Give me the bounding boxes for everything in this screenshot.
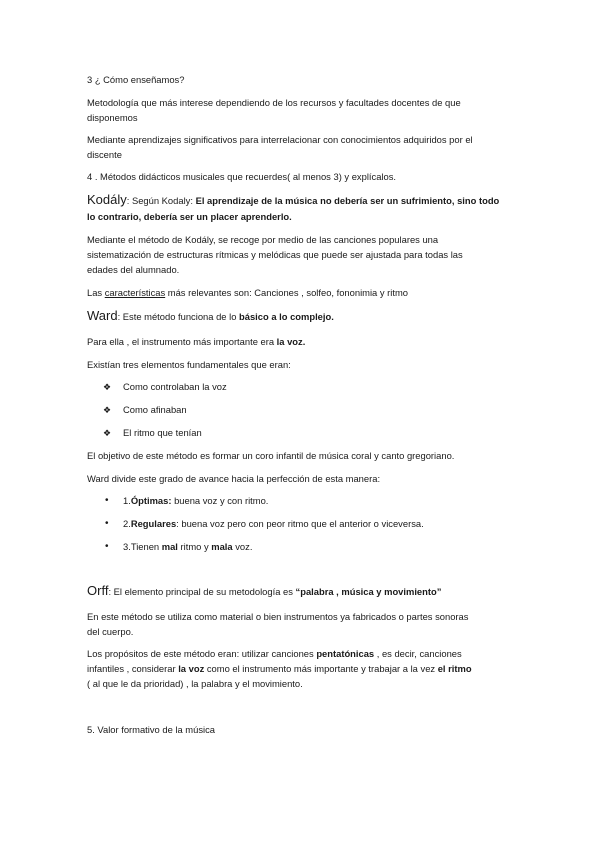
ward-title: Ward: [87, 308, 118, 323]
kodaly-quote-line: Kodály: Según Kodaly: El aprendizaje de la música no debería ser un sufrimiento, sino todo: [87, 192, 500, 207]
section-4-heading: 4 . Métodos didácticos musicales que recuerdes( al menos 3) y explícalos.: [87, 171, 396, 182]
kodaly-features: Las características más relevantes son: Canciones , solfeo, fononimia y ritmo: [87, 287, 408, 298]
paragraph-line: El objetivo de este método es formar un coro infantil de música coral y canto gregoriano.: [87, 450, 455, 461]
kodaly-quote-line: lo contrario, debería ser un placer aprenderlo.: [87, 211, 292, 222]
paragraph-line: Ward divide este grado de avance hacia la perfección de esta manera:: [87, 473, 381, 484]
paragraph-line: edades del alumnado.: [87, 264, 180, 275]
dot-bullet-icon: •: [105, 541, 109, 552]
diamond-bullet-icon: ❖: [103, 382, 112, 392]
kodaly-title: Kodály: [87, 192, 127, 207]
diamond-bullet-icon: ❖: [103, 428, 112, 438]
paragraph-line: discente: [87, 149, 122, 160]
document-page: 3 ¿ Cómo enseñamos? Metodología que más interese dependiendo de los recursos y facultades docentes de que disponemos Mediante aprendizajes significativos para interrelacionar con conocimientos adquiridos por el discente 4 . Métodos didácticos musicales que recuerdes( al menos 3) y explícalos. Kodály: Según Kodaly: El aprendizaje de la música no debería ser un sufrimiento, sino todo lo contrario, debería ser un placer aprenderlo. Mediante el método de Kodály, se recoge por medio de las canciones populares una sistematización de estructuras rítmicas y melódicas que puede ser ajustada para todas las edades del alumnado. Las características más relevantes son: Canciones , solfeo, fononimia y ritmo Ward: Este método funciona de lo básico a lo complejo. Para ella , el instrumento más importante era la voz. Existían tres elementos fundamentales que eran: ❖ Como controlaban la voz ❖ Como afinaban ❖ El ritmo que tenían El objetivo de este método es formar un coro infantil de música coral y canto gregoriano. Ward divide este grado de avance hacia la perfección de esta manera: • 1.Óptimas: buena voz y con ritmo. • 2.Regulares: buena voz pero con peor ritmo que el anterior o viceversa. • 3.Tienen mal ritmo y mala voz. Orff: El elemento principal de su metodología es “palabra , música y movimiento” En este método se utiliza como material o bien instrumentos ya fabricados o partes sonoras del cuerpo. Los propósitos de este método eran: utilizar canciones pentatónicas , es decir, canciones infantiles , considerar la voz como el instrumento más importante y trabajar a la vez el ritmo ( al que le da prioridad) , la palabra y el movimiento. 5. Valor formativo de la música: [87, 0, 527, 848]
paragraph-line: sistematización de estructuras rítmicas y melódicas que puede ser ajustada para todas las: [87, 249, 463, 260]
paragraph-line: infantiles , considerar la voz como el instrumento más importante y trabajar a la vez el ritmo: [87, 663, 472, 674]
paragraph-line: Existían tres elementos fundamentales que eran:: [87, 359, 291, 370]
paragraph-line: Los propósitos de este método eran: utilizar canciones pentatónicas , es decir, canciones: [87, 648, 462, 659]
paragraph-line: disponemos: [87, 112, 138, 123]
paragraph-line: Metodología que más interese dependiendo de los recursos y facultades docentes de que: [87, 97, 461, 108]
paragraph-line: En este método se utiliza como material o bien instrumentos ya fabricados o partes sonoras: [87, 611, 469, 622]
paragraph-line: Mediante aprendizajes significativos para interrelacionar con conocimientos adquiridos por el: [87, 134, 473, 145]
section-5-heading: 5. Valor formativo de la música: [87, 724, 216, 735]
paragraph-line: Para ella , el instrumento más importante era la voz.: [87, 336, 306, 347]
section-3-heading: 3 ¿ Cómo enseñamos?: [87, 74, 185, 85]
orff-heading-line: Orff: El elemento principal de su metodología es “palabra , música y movimiento”: [87, 583, 442, 598]
paragraph-line: del cuerpo.: [87, 626, 134, 637]
dot-bullet-icon: •: [105, 495, 109, 506]
orff-title: Orff: [87, 583, 109, 598]
paragraph-line: ( al que le da prioridad) , la palabra y el movimiento.: [87, 678, 303, 689]
dot-bullet-icon: •: [105, 518, 109, 529]
diamond-bullet-icon: ❖: [103, 405, 112, 415]
paragraph-line: Mediante el método de Kodály, se recoge por medio de las canciones populares una: [87, 234, 439, 245]
ward-heading-line: Ward: Este método funciona de lo básico a lo complejo.: [87, 308, 334, 323]
